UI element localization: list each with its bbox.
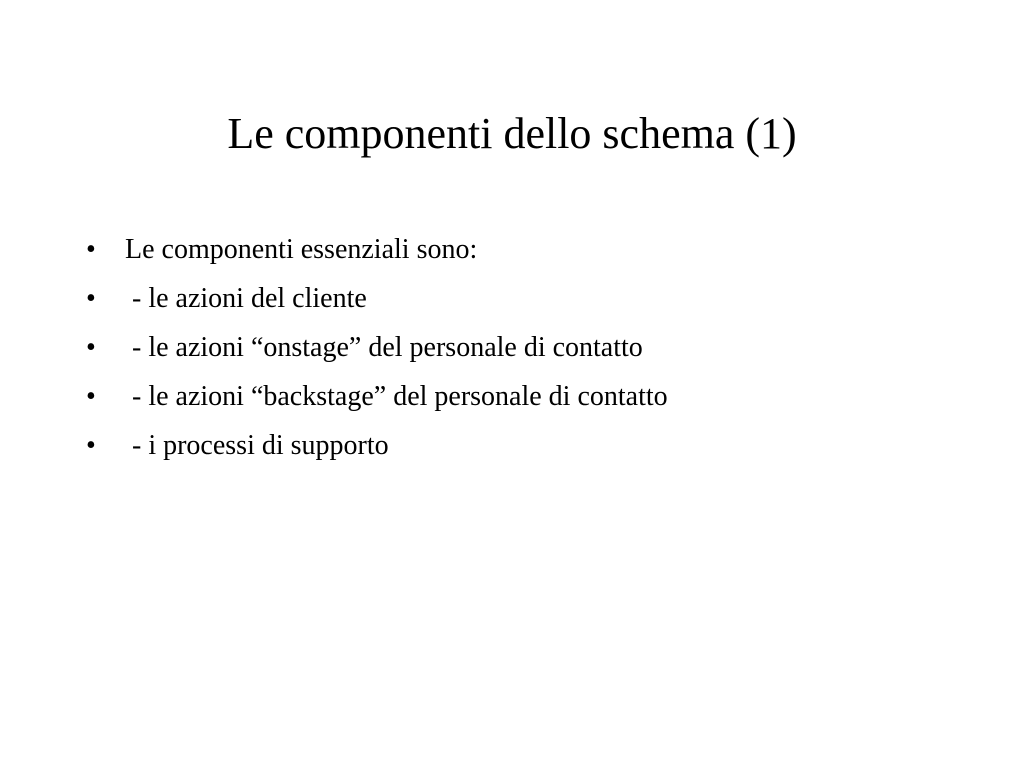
bullet-icon: • bbox=[86, 332, 96, 363]
slide-title: Le componenti dello schema (1) bbox=[227, 109, 797, 158]
bullet-text: Le componenti essenziali sono: bbox=[125, 234, 478, 265]
bullet-text: - le azioni “onstage” del personale di contatto bbox=[125, 332, 643, 363]
bullet-icon: • bbox=[86, 381, 96, 412]
bullet-item bbox=[86, 425, 389, 474]
bullet-item bbox=[86, 327, 643, 376]
bullet-list bbox=[86, 229, 668, 474]
bullet-icon: • bbox=[86, 234, 96, 265]
bullet-item bbox=[86, 278, 367, 327]
bullet-item bbox=[86, 229, 478, 278]
bullet-text: - le azioni del cliente bbox=[125, 283, 367, 314]
bullet-icon: • bbox=[86, 283, 96, 314]
bullet-text: - le azioni “backstage” del personale di contatto bbox=[125, 381, 668, 412]
bullet-icon: • bbox=[86, 430, 96, 461]
bullet-item bbox=[86, 376, 668, 425]
bullet-text: - i processi di supporto bbox=[125, 430, 389, 461]
